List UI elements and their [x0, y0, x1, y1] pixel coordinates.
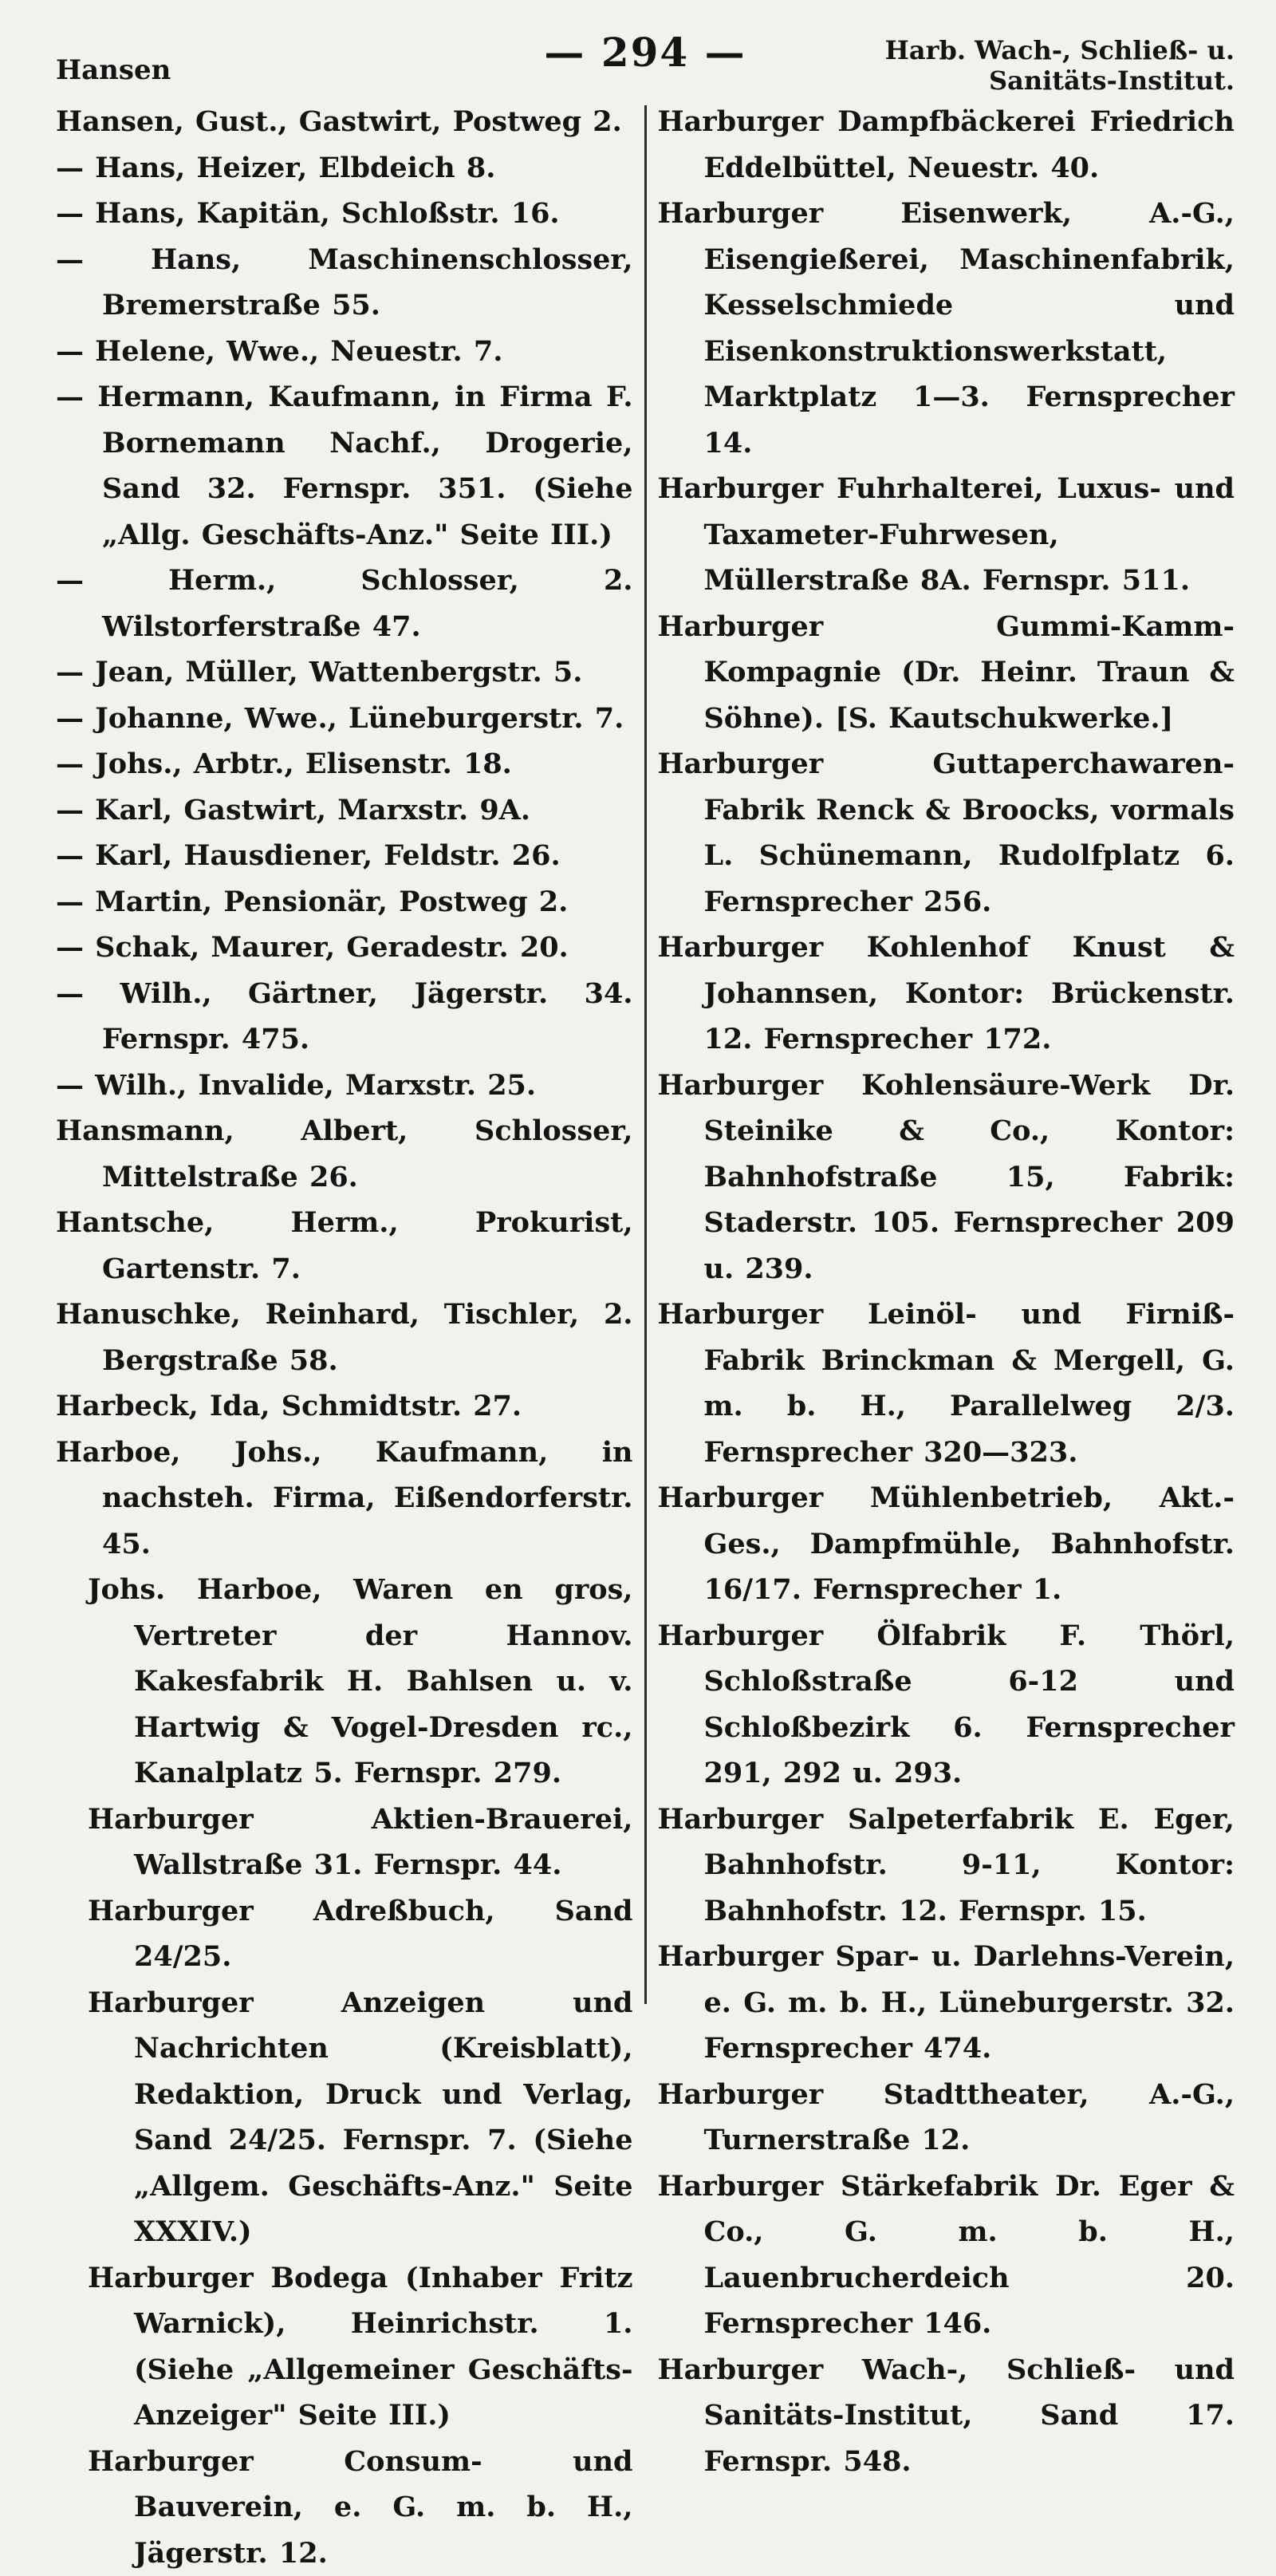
directory-entry: Harburger Leinöl- und Firniß-Fabrik Brinckman & Mergell, G. m. b. H., Parallelweg 2/3. Fernsprecher 320—323.: [658, 1292, 1235, 1475]
directory-entry: Harburger Wach-, Schließ- und Sanitäts-Institut, Sand 17. Fernspr. 548.: [658, 2347, 1235, 2485]
entry-columns: [56, 99, 1235, 2069]
header-right-line-1: Harb. Wach-, Schließ- u.: [885, 35, 1235, 65]
directory-entry: — Jean, Müller, Wattenbergstr. 5.: [56, 649, 633, 696]
directory-entry: — Hans, Kapitän, Schloßstr. 16.: [56, 191, 633, 237]
directory-entry: Harburger Aktien-Brauerei, Wallstraße 31. Fernspr. 44.: [88, 1797, 633, 1888]
header-catchword-right: [885, 35, 1235, 96]
directory-entry: Harburger Ölfabrik F. Thörl, Schloßstraße 6-12 und Schloßbezirk 6. Fernsprecher 291, 292 u. 293.: [658, 1613, 1235, 1797]
directory-entry: — Herm., Schlosser, 2. Wilstorferstraße 47.: [56, 558, 633, 649]
directory-entry: — Helene, Wwe., Neuestr. 7.: [56, 329, 633, 375]
directory-entry: Harburger Guttaperchawaren-Fabrik Renck & Broocks, vormals L. Schünemann, Rudolfplatz 6. Fernsprecher 256.: [658, 741, 1235, 925]
directory-entry: — Wilh., Gärtner, Jägerstr. 34. Fernspr. 475.: [56, 971, 633, 1063]
directory-entry: Harburger Eisenwerk, A.-G., Eisengießerei, Maschinenfabrik, Kesselschmiede und Eisenkonstruktionswerkstatt, Marktplatz 1—3. Fernsprecher 14.: [658, 191, 1235, 466]
directory-entry: — Johanne, Wwe., Lüneburgerstr. 7.: [56, 696, 633, 742]
directory-entry: — Martin, Pensionär, Postweg 2.: [56, 879, 633, 925]
page-header: [56, 22, 1235, 99]
directory-entry: — Hans, Heizer, Elbdeich 8.: [56, 145, 633, 191]
directory-entry: Harburger Gummi-Kamm-Kompagnie (Dr. Heinr. Traun & Söhne). [S. Kautschukwerke.]: [658, 604, 1235, 742]
directory-entry: Harburger Adreßbuch, Sand 24/25.: [88, 1888, 633, 1980]
header-right-line-2: Sanitäts-Institut.: [885, 65, 1235, 96]
directory-entry: Harburger Dampfbäckerei Friedrich Eddelbüttel, Neuestr. 40.: [658, 99, 1235, 191]
directory-entry: Harburger Consum- und Bauverein, e. G. m. b. H., Jägerstr. 12.: [88, 2439, 633, 2576]
directory-entry: — Wilh., Invalide, Marxstr. 25.: [56, 1063, 633, 1109]
directory-entry: — Hermann, Kaufmann, in Firma F. Bornemann Nachf., Drogerie, Sand 32. Fernspr. 351. (Siehe „Allg. Geschäfts-Anz." Seite III.): [56, 374, 633, 558]
directory-entry: Harburger Spar- u. Darlehns-Verein, e. G. m. b. H., Lüneburgerstr. 32. Fernsprecher 474.: [658, 1934, 1235, 2072]
directory-entry: — Hans, Maschinenschlosser, Bremerstraße 55.: [56, 237, 633, 329]
directory-entry: Johs. Harboe, Waren en gros, Vertreter der Hannov. Kakesfabrik H. Bahlsen u. v. Hartwig & Vogel-Dresden rc., Kanalplatz 5. Fernspr. 279.: [88, 1567, 633, 1797]
directory-entry: — Johs., Arbtr., Elisenstr. 18.: [56, 741, 633, 787]
directory-entry: Hansmann, Albert, Schlosser, Mittelstraße 26.: [56, 1108, 633, 1200]
directory-entry: Harboe, Johs., Kaufmann, in nachsteh. Firma, Eißendorferstr. 45.: [56, 1430, 633, 1568]
directory-entry: Harburger Bodega (Inhaber Fritz Warnick), Heinrichstr. 1. (Siehe „Allgemeiner Geschäfts-Anzeiger" Seite III.): [88, 2255, 633, 2439]
directory-entry: Harbeck, Ida, Schmidtstr. 27.: [56, 1383, 633, 1430]
directory-entry: — Karl, Gastwirt, Marxstr. 9A.: [56, 787, 633, 834]
directory-entry: Harburger Stärkefabrik Dr. Eger & Co., G. m. b. H., Lauenbrucherdeich 20. Fernsprecher 146.: [658, 2164, 1235, 2347]
directory-entry: Harburger Salpeterfabrik E. Eger, Bahnhofstr. 9-11, Kontor: Bahnhofstr. 12. Fernspr. 15.: [658, 1797, 1235, 1935]
left-column: [56, 99, 644, 2069]
directory-entry: Harburger Mühlenbetrieb, Akt.-Ges., Dampfmühle, Bahnhofstr. 16/17. Fernsprecher 1.: [658, 1475, 1235, 1613]
directory-entry: Harburger Fuhrhalterei, Luxus- und Taxameter-Fuhrwesen, Müllerstraße 8A. Fernspr. 511.: [658, 466, 1235, 604]
page-number: — 294 —: [56, 29, 1235, 76]
directory-entry: — Karl, Hausdiener, Feldstr. 26.: [56, 833, 633, 879]
directory-entry: Hantsche, Herm., Prokurist, Gartenstr. 7.: [56, 1200, 633, 1292]
header-catchword-left: Hansen: [56, 54, 171, 86]
directory-entry: Harburger Stadttheater, A.-G., Turnerstraße 12.: [658, 2072, 1235, 2164]
directory-entry: Harburger Anzeigen und Nachrichten (Kreisblatt), Redaktion, Druck und Verlag, Sand 24/25. Fernspr. 7. (Siehe „Allgem. Geschäfts-Anz." Seite XXXIV.): [88, 1980, 633, 2255]
directory-entry: Hansen, Gust., Gastwirt, Postweg 2.: [56, 99, 633, 145]
directory-entry: Harburger Kohlensäure-Werk Dr. Steinike & Co., Kontor: Bahnhofstraße 15, Fabrik: Staderstr. 105. Fernsprecher 209 u. 239.: [658, 1063, 1235, 1292]
directory-entry: Hanuschke, Reinhard, Tischler, 2. Bergstraße 58.: [56, 1292, 633, 1383]
directory-entry: Harburger Kohlenhof Knust & Johannsen, Kontor: Brückenstr. 12. Fernsprecher 172.: [658, 925, 1235, 1063]
right-column: [647, 99, 1235, 2069]
directory-entry: — Schak, Maurer, Geradestr. 20.: [56, 925, 633, 971]
